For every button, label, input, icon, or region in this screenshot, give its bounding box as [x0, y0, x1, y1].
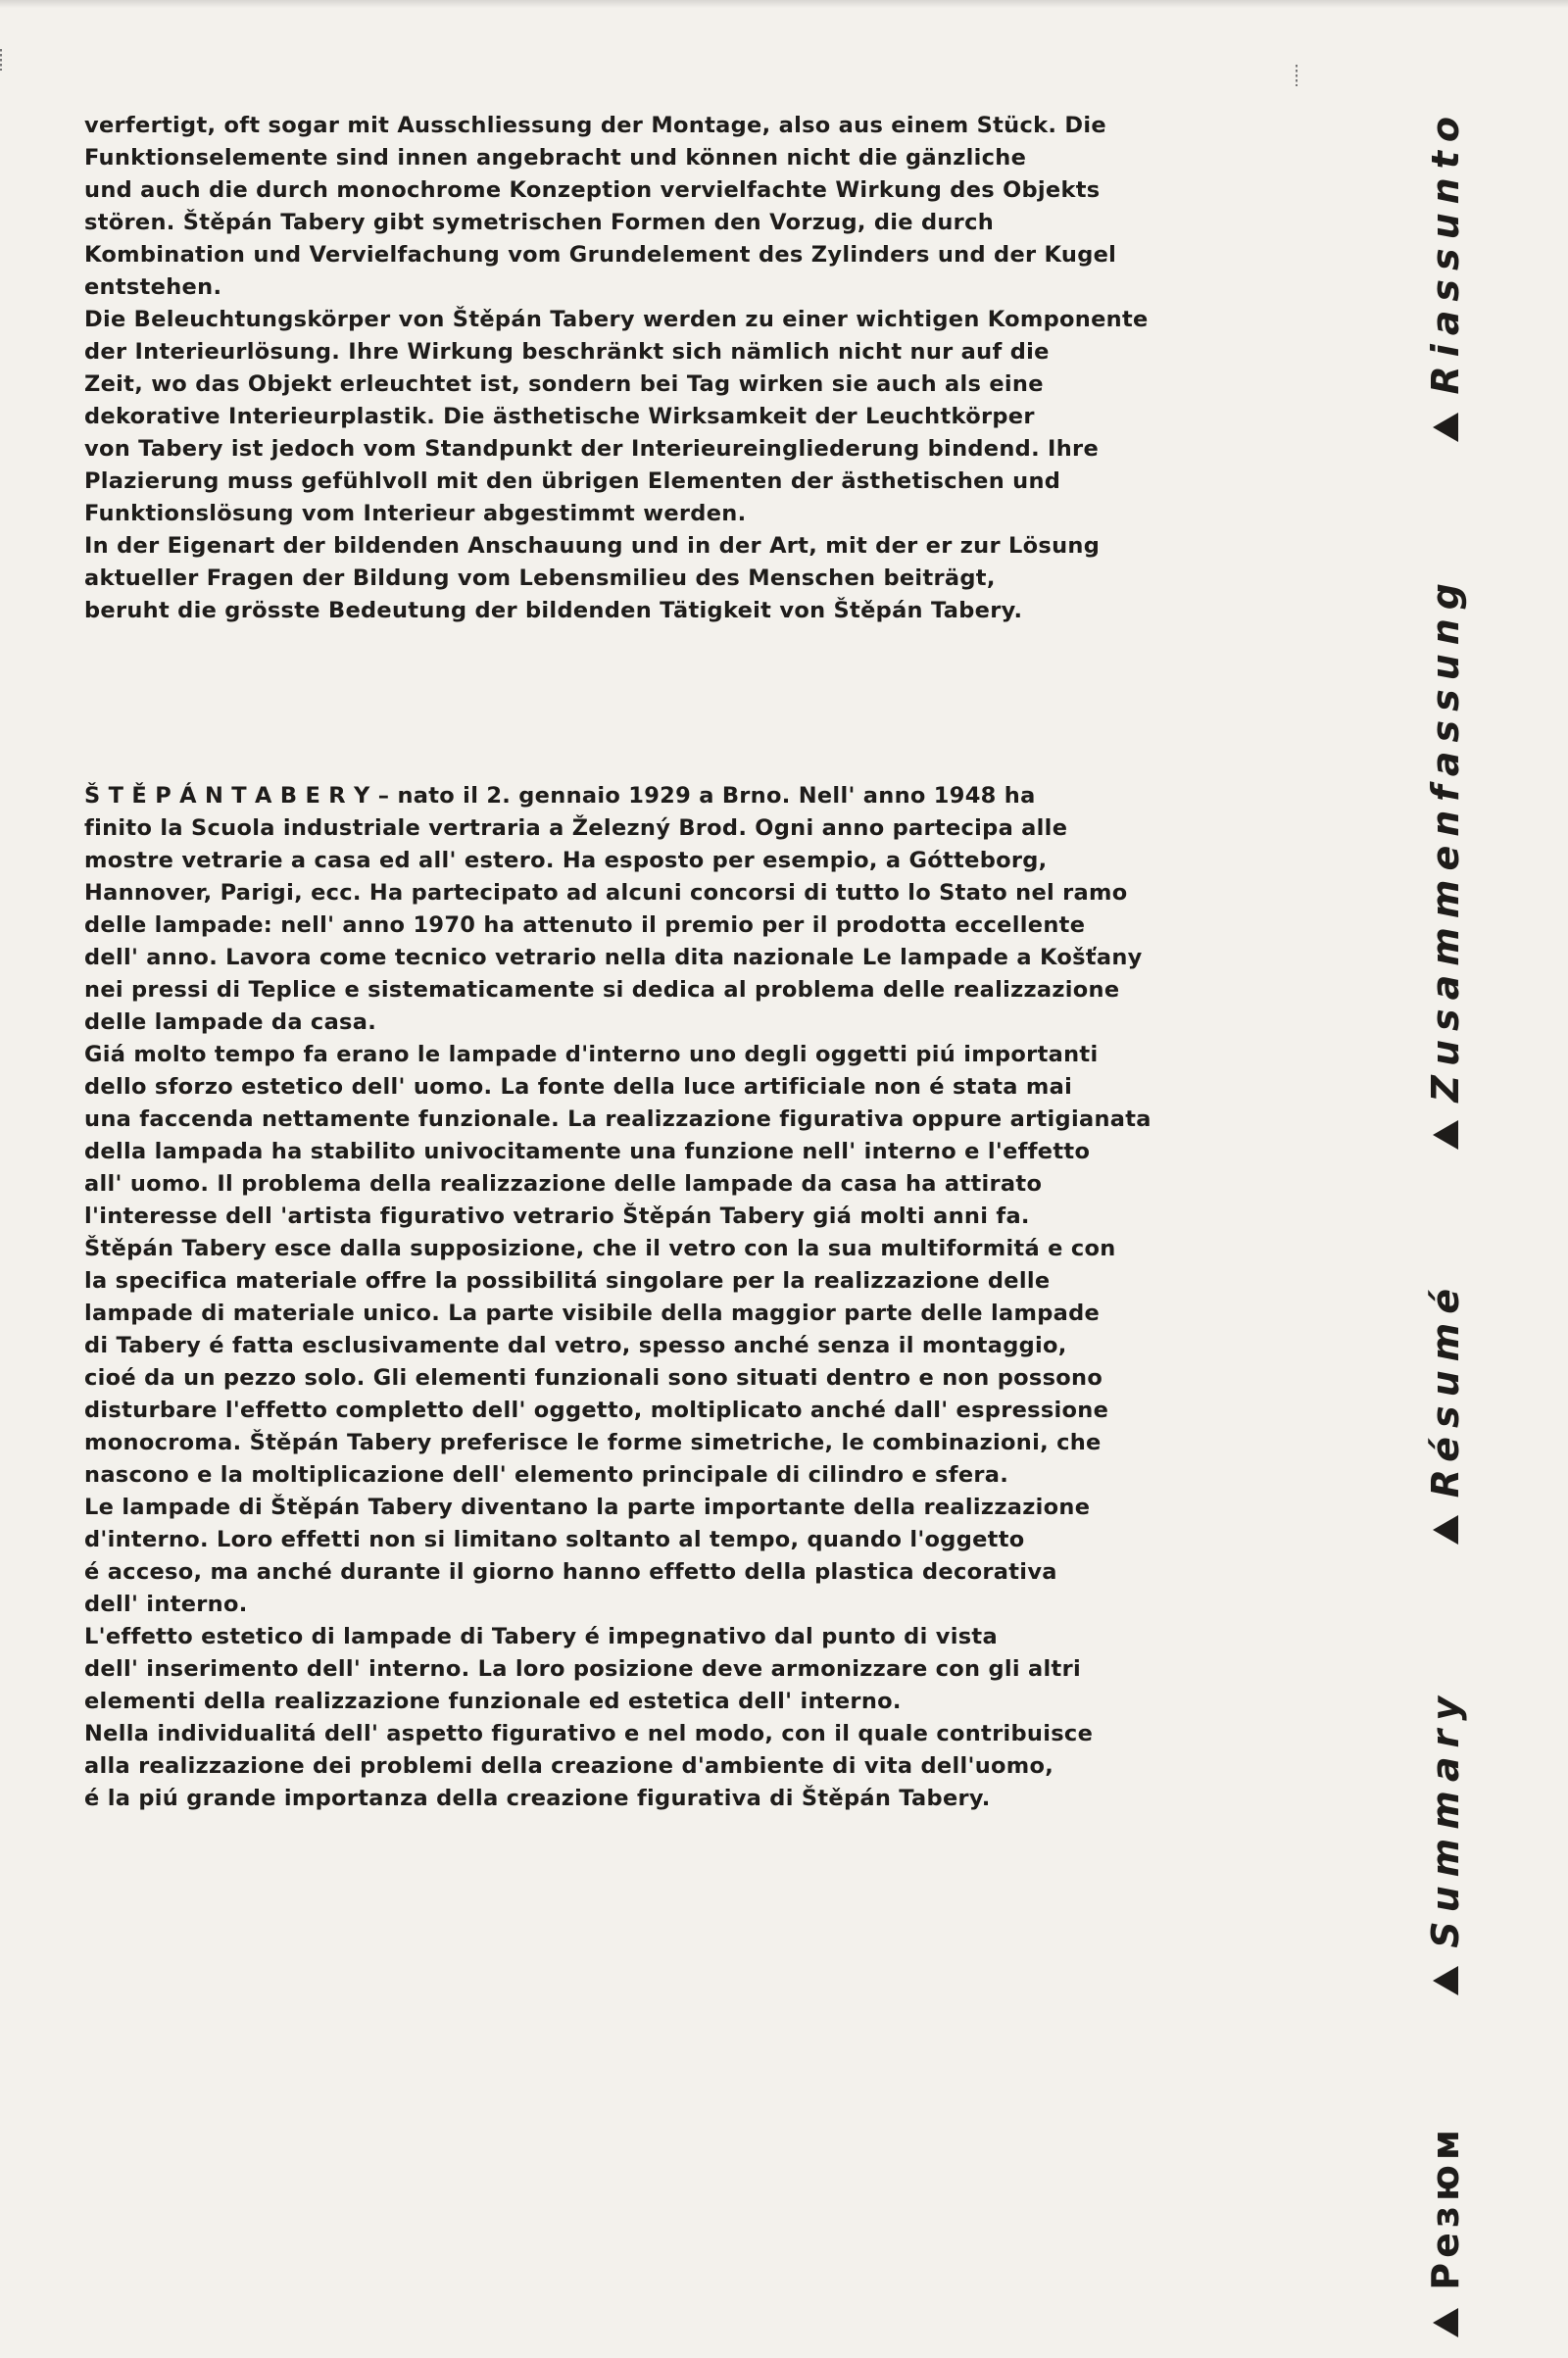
german-line: Die Beleuchtungskörper von Štěpán Tabery werden zu einer wichtigen Komponente [84, 307, 1149, 332]
german-line: Plazierung muss gefühlvoll mit den übrigen Elementen der ästhetischen und [84, 468, 1061, 494]
sidebar-item-summary [1411, 1688, 1480, 1995]
italian-line: Štěpán Tabery esce dalla supposizione, che il vetro con la sua multiformitá e con [84, 1236, 1116, 1261]
italian-line: la specifica materiale offre la possibilitá singolare per la realizzazione delle [84, 1268, 1051, 1294]
german-line: dekorative Interieurplastik. Die ästhetische Wirksamkeit der Leuchtkörper [84, 404, 1035, 429]
corner-mark-left [0, 49, 2, 71]
sidebar-label-riassunto: Riassunto [1424, 108, 1467, 395]
german-line: von Tabery ist jedoch vom Standpunkt der Interieureingliederung bindend. Ihre [84, 436, 1100, 462]
german-line: In der Eigenart der bildenden Anschauung und in der Art, mit der er zur Lösung [84, 533, 1101, 559]
italian-line: nascono e la moltiplicazione dell' elemento principale di cilindro e sfera. [84, 1462, 1009, 1488]
italian-line: Giá molto tempo fa erano le lampade d'interno uno degli oggetti piú importanti [84, 1042, 1099, 1067]
italian-line: cioé da un pezzo solo. Gli elementi funzionali sono situati dentro e non possono [84, 1365, 1103, 1391]
italian-line: Hannover, Parigi, ecc. Ha partecipato ad alcuni concorsi di tutto lo Stato nel ramo [84, 880, 1128, 906]
italian-line: l'interesse dell 'artista figurativo vetrario Štěpán Tabery giá molti anni fa. [84, 1204, 1030, 1229]
italian-line: lampade di materiale unico. La parte visibile della maggior parte delle lampade [84, 1301, 1101, 1326]
italian-line: Nella individualitá dell' aspetto figurativo e nel modo, con il quale contribuisce [84, 1721, 1094, 1746]
sidebar-item-zusammenfassung [1411, 574, 1480, 1150]
german-line: Zeit, wo das Objekt erleuchtet ist, sondern bei Tag wirken sie auch als eine [84, 371, 1044, 397]
arrow-left-icon [1433, 2308, 1458, 2337]
italian-line: é la piú grande importanza della creazione figurativa di Štěpán Tabery. [84, 1786, 991, 1811]
arrow-left-icon [1433, 413, 1458, 442]
italian-line: monocroma. Štěpán Tabery preferisce le forme simetriche, le combinazioni, che [84, 1430, 1102, 1455]
language-sidebar [1411, 0, 1480, 2358]
italian-line: nei pressi di Teplice e sistematicamente si dedica al problema delle realizzazione [84, 977, 1120, 1003]
german-line: verfertigt, oft sogar mit Ausschliessung der Montage, also aus einem Stück. Die [84, 113, 1106, 138]
italian-line: Š T Ě P Á N T A B E R Y – nato il 2. gennaio 1929 a Brno. Nell' anno 1948 ha [84, 783, 1036, 809]
page-edge [0, 0, 1568, 8]
german-line: stören. Štěpán Tabery gibt symetrischen Formen den Vorzug, die durch [84, 210, 995, 235]
german-line: entstehen. [84, 274, 222, 300]
german-line: der Interieurlösung. Ihre Wirkung beschränkt sich nämlich nicht nur auf die [84, 339, 1050, 365]
italian-line: L'effetto estetico di lampade di Tabery é impegnativo dal punto di vista [84, 1624, 998, 1649]
italian-line: d'interno. Loro effetti non si limitano soltanto al tempo, quando l'oggetto [84, 1527, 1025, 1552]
italian-line: mostre vetrarie a casa ed all' estero. Ha esposto per esempio, a Gótteborg, [84, 848, 1048, 873]
italian-line: é acceso, ma anché durante il giorno hanno effetto della plastica decorativa [84, 1559, 1057, 1585]
sidebar-label-zusammenfassung: Zusammenfassung [1424, 574, 1467, 1103]
italian-text-block [84, 780, 1241, 1815]
italian-line: delle lampade da casa. [84, 1009, 377, 1035]
italian-line: dell' anno. Lavora come tecnico vetrario nella dita nazionale Le lampade a Košťany [84, 945, 1143, 970]
italian-line: elementi della realizzazione funzionale ed estetica dell' interno. [84, 1689, 902, 1714]
italian-line: della lampada ha stabilito univocitamente una funzione nell' interno e l'effetto [84, 1139, 1091, 1164]
sidebar-label-resume: Résumé [1424, 1280, 1467, 1498]
italian-line: finito la Scuola industriale vertraria a Železný Brod. Ogni anno partecipa alle [84, 815, 1068, 841]
italian-line: di Tabery é fatta esclusivamente dal vetro, spesso anché senza il montaggio, [84, 1333, 1067, 1358]
arrow-left-icon [1433, 1966, 1458, 1995]
arrow-left-icon [1433, 1515, 1458, 1545]
german-line: Funktionselemente sind innen angebracht und können nicht die gänzliche [84, 145, 1027, 171]
sidebar-item-resume [1411, 1280, 1480, 1545]
arrow-left-icon [1433, 1120, 1458, 1150]
sidebar-label-summary: Summary [1424, 1688, 1467, 1948]
german-line: Kombination und Vervielfachung vom Grundelement des Zylinders und der Kugel [84, 242, 1117, 268]
italian-line: disturbare l'effetto completto dell' oggetto, moltiplicato anché dall' espressione [84, 1398, 1109, 1423]
italian-line: all' uomo. Il problema della realizzazione delle lampade da casa ha attirato [84, 1171, 1043, 1197]
german-line: und auch die durch monochrome Konzeption vervielfachte Wirkung des Objekts [84, 177, 1101, 203]
italian-line: Le lampade di Štěpán Tabery diventano la parte importante della realizzazione [84, 1495, 1091, 1520]
german-line: Funktionslösung vom Interieur abgestimmt werden. [84, 501, 747, 526]
sidebar-item-russian [1411, 2125, 1480, 2337]
italian-line: delle lampade: nell' anno 1970 ha attenuto il premio per il prodotta eccellente [84, 912, 1086, 938]
german-line: beruht die grösste Bedeutung der bildenden Tätigkeit von Štěpán Tabery. [84, 598, 1023, 623]
italian-line: una faccenda nettamente funzionale. La realizzazione figurativa oppure artigianata [84, 1106, 1152, 1132]
german-line: aktueller Fragen der Bildung vom Lebensmilieu des Menschen beiträgt, [84, 565, 996, 591]
german-text-block [84, 110, 1241, 627]
sidebar-item-riassunto [1411, 108, 1480, 442]
italian-line: dell' inserimento dell' interno. La loro posizione deve armonizzare con gli altri [84, 1656, 1082, 1682]
sidebar-label-russian: Резюм [1424, 2125, 1467, 2290]
corner-mark-right [1296, 65, 1298, 86]
italian-line: dell' interno. [84, 1592, 248, 1617]
italian-line: dello sforzo estetico dell' uomo. La fonte della luce artificiale non é stata mai [84, 1074, 1073, 1100]
italian-line: alla realizzazione dei problemi della creazione d'ambiente di vita dell'uomo, [84, 1753, 1054, 1779]
